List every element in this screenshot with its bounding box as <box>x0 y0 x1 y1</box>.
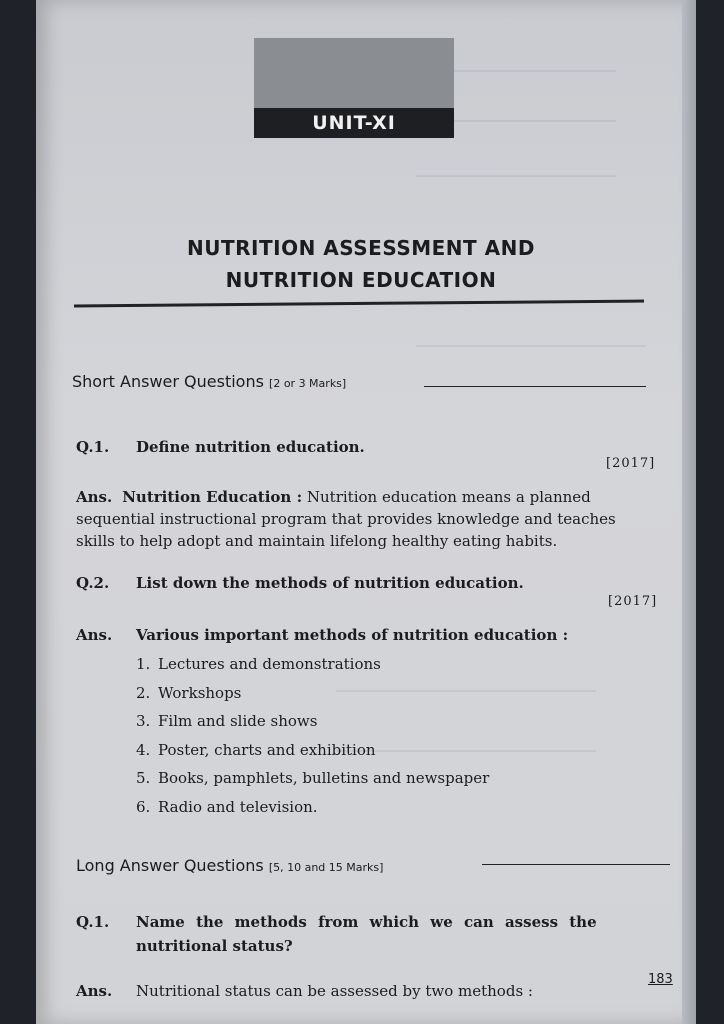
long-question-1-line1: Name the methods from which we can assess the <box>136 913 597 931</box>
answer-2-label: Ans. <box>76 626 113 644</box>
list-item-text: Lectures and demonstrations <box>158 655 381 673</box>
answer-1-line3: skills to help adopt and maintain lifelong healthy eating habits. <box>76 532 558 550</box>
list-item <box>136 764 489 793</box>
show-through <box>436 120 616 122</box>
unit-label: UNIT-XI <box>254 108 454 138</box>
list-item-number: 2. <box>136 683 151 702</box>
short-heading-rule <box>424 386 646 387</box>
long-answer-heading-text: Long Answer Questions <box>76 856 264 875</box>
short-answer-heading-text: Short Answer Questions <box>72 372 264 391</box>
list-item-number: 5. <box>136 769 151 787</box>
chapter-title-line2: NUTRITION EDUCATION <box>225 268 497 292</box>
title-rule <box>74 300 644 308</box>
list-item-number: 6. <box>136 797 151 816</box>
show-through <box>416 345 646 347</box>
answer-2-heading <box>76 626 568 644</box>
list-item-text: Books, pamphlets, bulletins and newspaper <box>158 769 490 787</box>
list-item-text: Poster, charts and exhibition <box>158 740 376 759</box>
question-1 <box>76 438 365 456</box>
chapter-title <box>126 232 596 296</box>
list-item <box>136 707 489 736</box>
long-question-1 <box>76 910 676 958</box>
question-2-number: Q.2. <box>76 574 110 592</box>
long-answer-marks: [5, 10 and 15 Marks] <box>268 861 384 874</box>
list-item <box>136 736 489 765</box>
chapter-title-line1: NUTRITION ASSESSMENT AND <box>187 236 535 260</box>
answer-1-label: Ans. <box>76 488 113 506</box>
short-answer-heading <box>72 372 346 391</box>
question-1-text: Define nutrition education. <box>136 438 365 456</box>
list-item-number: 3. <box>136 712 151 730</box>
answer-2-heading-text: Various important methods of nutrition education : <box>136 626 569 644</box>
page-edge <box>682 0 696 1024</box>
long-question-1-number: Q.1. <box>76 913 110 931</box>
long-answer-heading <box>76 856 383 875</box>
long-answer-1 <box>76 982 533 1000</box>
page-number: 183 <box>648 972 673 987</box>
question-1-number: Q.1. <box>76 438 110 456</box>
list-item-number: 4. <box>136 740 151 759</box>
list-item <box>136 650 489 679</box>
book-page <box>36 0 686 1024</box>
list-item-number: 1. <box>136 655 151 673</box>
question-1-year: [2017] <box>606 456 656 471</box>
show-through <box>416 175 616 177</box>
long-heading-rule <box>482 864 670 865</box>
list-item-text: Radio and television. <box>158 797 318 816</box>
question-2-year: [2017] <box>608 594 658 609</box>
short-answer-marks: [2 or 3 Marks] <box>269 377 347 390</box>
answer-1 <box>76 486 656 552</box>
methods-list <box>136 650 489 821</box>
long-answer-1-label: Ans. <box>76 982 113 1000</box>
list-item <box>136 679 489 708</box>
question-2-text: List down the methods of nutrition education. <box>136 574 524 592</box>
list-item-text: Workshops <box>158 683 242 702</box>
list-item <box>136 793 489 822</box>
long-question-1-line2: nutritional status? <box>136 937 293 955</box>
question-2 <box>76 574 524 592</box>
answer-1-term: Nutrition Education : <box>122 488 303 506</box>
list-item-text: Film and slide shows <box>158 712 318 730</box>
long-answer-1-text: Nutritional status can be assessed by two methods : <box>136 982 533 1000</box>
answer-1-line2: sequential instructional program that provides knowledge and teaches <box>76 510 616 528</box>
answer-1-line1: Nutrition education means a planned <box>306 488 591 506</box>
